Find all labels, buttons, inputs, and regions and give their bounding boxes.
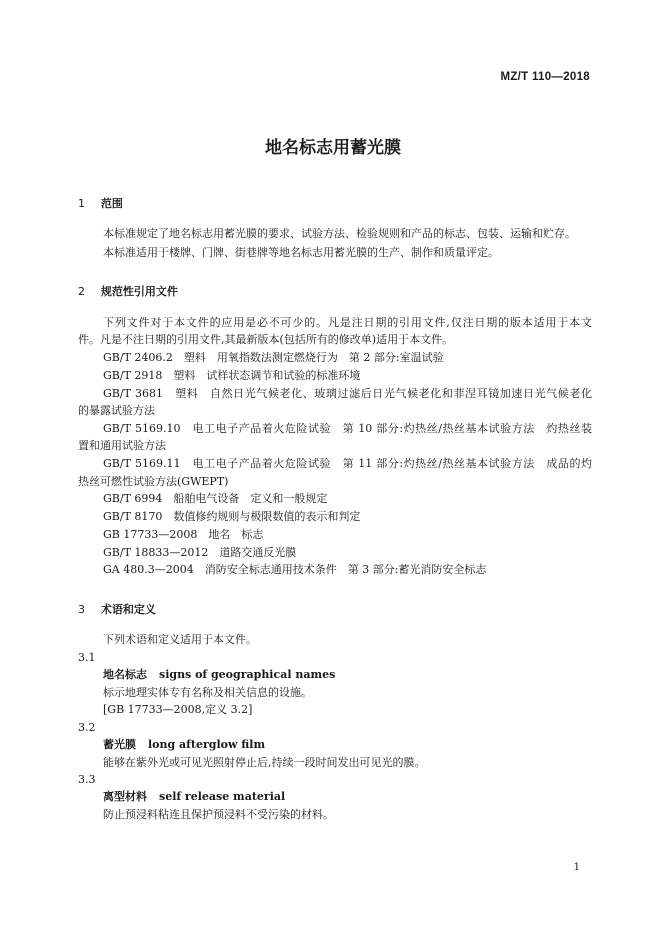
scope-paragraph-2: 本标准适用于楼牌、门牌、街巷牌等地名标志用蓄光膜的生产、制作和质量评定。 bbox=[103, 246, 499, 259]
section-1-heading bbox=[78, 195, 123, 211]
term-entry bbox=[103, 737, 265, 752]
reference-item: GB/T 6994 船舶电气设备 定义和一般规定 bbox=[103, 492, 328, 505]
term-definition: 能够在紫外光或可见光照射停止后,持续一段时间发出可见光的膜。 bbox=[103, 756, 426, 769]
term-source: [GB 17733—2008,定义 3.2] bbox=[103, 703, 253, 716]
scope-paragraph-1: 本标准规定了地名标志用蓄光膜的要求、试验方法、检验规则和产品的标志、包装、运输和贮存。 bbox=[103, 227, 576, 240]
document-code: MZ/T 110—2018 bbox=[500, 71, 590, 83]
reference-item: GB/T 18833—2012 道路交通反光膜 bbox=[103, 546, 297, 559]
term-en: self release material bbox=[159, 790, 286, 803]
normative-intro-line-1: 下列文件对于本文件的应用是必不可少的。凡是注日期的引用文件,仅注日期的版本适用于本文 bbox=[103, 316, 592, 329]
reference-item: GB/T 5169.11 电工电子产品着火危险试验 第 11 部分:灼热丝/热丝基本试验方法 成品的灼 bbox=[103, 457, 592, 470]
term-entry bbox=[103, 789, 285, 804]
reference-item: GB/T 2406.2 塑料 用氧指数法测定燃烧行为 第 2 部分:室温试验 bbox=[103, 351, 444, 364]
reference-item-cont: 置和通用试验方法 bbox=[78, 439, 166, 452]
term-zh: 蓄光膜 bbox=[103, 738, 136, 751]
section-title: 规范性引用文件 bbox=[100, 285, 178, 298]
reference-item-cont: 热丝可燃性试验方法(GWEPT) bbox=[78, 475, 229, 488]
term-entry bbox=[103, 667, 335, 682]
term-number: 3.3 bbox=[78, 773, 96, 786]
reference-item: GB/T 3681 塑料 自然日光气候老化、玻璃过滤后日光气候老化和菲涅耳镜加速日光气候老化 bbox=[103, 387, 592, 400]
term-number: 3.1 bbox=[78, 651, 96, 664]
reference-item: GB 17733—2008 地名 标志 bbox=[103, 528, 264, 541]
reference-item: GA 480.3—2004 消防安全标志通用技术条件 第 3 部分:蓄光消防安全标志 bbox=[103, 563, 487, 576]
section-number: 2 bbox=[78, 285, 85, 298]
section-3-heading bbox=[78, 601, 156, 617]
page-number: 1 bbox=[573, 862, 580, 873]
reference-item: GB/T 5169.10 电工电子产品着火危险试验 第 10 部分:灼热丝/热丝基本试验方法 灼热丝装 bbox=[103, 422, 592, 435]
terms-intro: 下列术语和定义适用于本文件。 bbox=[103, 633, 257, 646]
section-title: 术语和定义 bbox=[100, 603, 156, 616]
term-en: long afterglow film bbox=[148, 738, 266, 751]
term-zh: 地名标志 bbox=[103, 668, 147, 681]
reference-item: GB/T 2918 塑料 试样状态调节和试验的标准环境 bbox=[103, 369, 361, 382]
term-definition: 标示地理实体专有名称及相关信息的设施。 bbox=[103, 686, 312, 699]
section-number: 1 bbox=[78, 197, 85, 210]
term-en: signs of geographical names bbox=[159, 668, 336, 681]
normative-intro-line-2: 件。凡是不注日期的引用文件,其最新版本(包括所有的修改单)适用于本文件。 bbox=[78, 333, 454, 346]
reference-item: GB/T 8170 数值修约规则与极限数值的表示和判定 bbox=[103, 510, 361, 523]
section-2-heading bbox=[78, 283, 178, 299]
section-number: 3 bbox=[78, 603, 85, 616]
section-title: 范围 bbox=[100, 197, 123, 210]
document-title: 地名标志用蓄光膜 bbox=[265, 138, 401, 158]
term-definition: 防止预浸料粘连且保护预浸料不受污染的材料。 bbox=[103, 808, 334, 821]
reference-item-cont: 的暴露试验方法 bbox=[78, 404, 155, 417]
term-number: 3.2 bbox=[78, 721, 96, 734]
term-zh: 离型材料 bbox=[103, 790, 147, 803]
